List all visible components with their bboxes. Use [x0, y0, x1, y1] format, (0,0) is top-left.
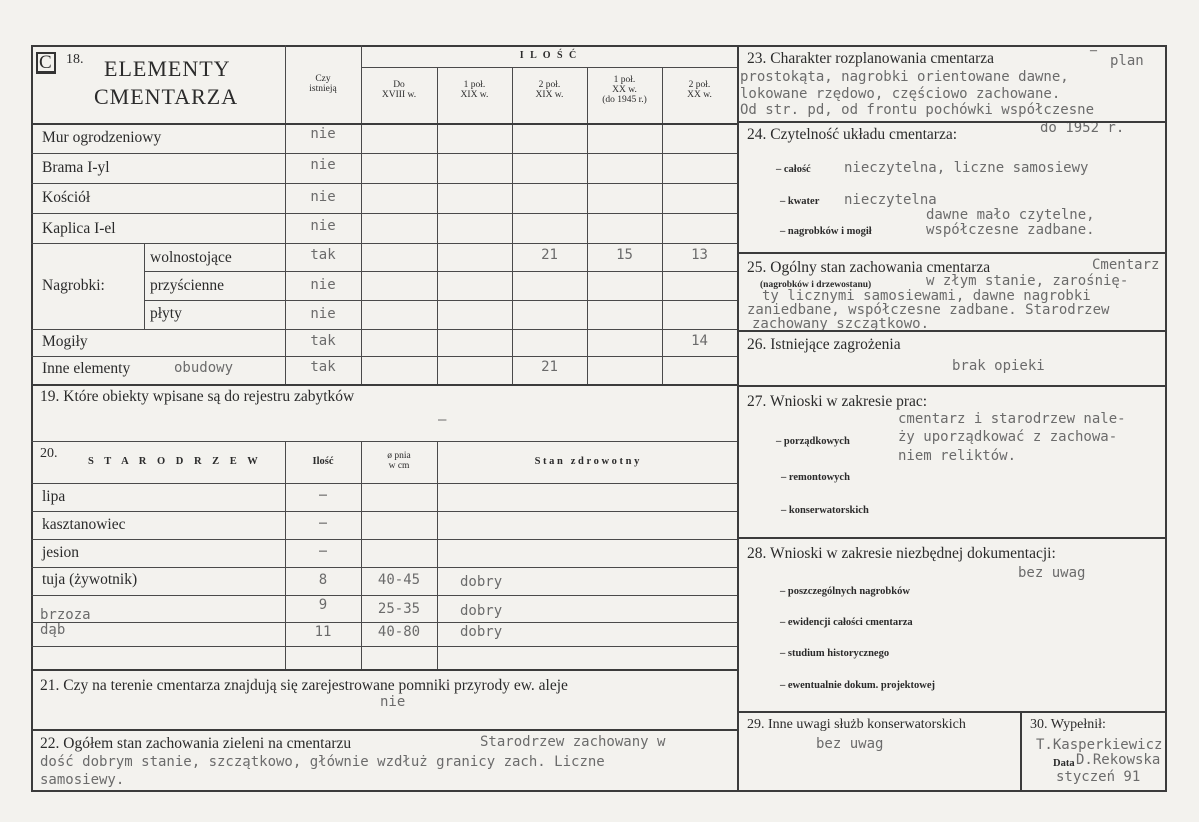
section27-porzadkowych: – porządkowych [776, 436, 850, 447]
nagrobki-label: Nagrobki: [42, 277, 105, 294]
exists-header: Czy istnieją [309, 74, 337, 94]
section22-line1: Starodrzew zachowany w [480, 734, 666, 750]
row-extra: obudowy [174, 360, 234, 376]
section24-label: 24. Czytelność układu cmentarza: [747, 126, 958, 143]
row-count: 21 [541, 359, 558, 375]
section21-answer: nie [380, 694, 406, 710]
row-exists: nie [310, 306, 336, 322]
row-exists: nie [310, 157, 336, 173]
tree-name: dąb [40, 622, 66, 638]
tree-qty: 11 [314, 624, 332, 640]
tree-state: dobry [460, 574, 503, 590]
row-exists: nie [310, 189, 336, 205]
corner-mark-box [36, 52, 56, 74]
col-pnia: ø pnia w cm [387, 451, 411, 471]
section28-item: – poszczególnych nagrobków [780, 586, 910, 597]
section24-nagrobkow-line1: dawne mało czytelne, [926, 207, 1095, 223]
row-count: 14 [691, 333, 708, 349]
section30-date: styczeń 91 [1056, 769, 1141, 785]
section20-title: S T A R O D R Z E W [88, 456, 262, 467]
tree-name: lipa [42, 488, 66, 505]
section24-nagrobkow-label: – nagrobków i mogił [780, 226, 872, 237]
section22-line3: samosiewy. [40, 772, 125, 788]
row-label: wolnostojące [150, 249, 232, 266]
row-exists: nie [310, 277, 336, 293]
section25-line4: zachowany szczątkowo. [752, 316, 930, 332]
tree-name: tuja (żywotnik) [42, 571, 138, 588]
section26-label: 26. Istniejące zagrożenia [747, 336, 901, 353]
section25-label: 25. Ogólny stan zachowania cmentarza [747, 259, 991, 276]
section18-title-line1: ELEMENTY [104, 56, 231, 81]
section22-line2: dość dobrym stanie, szczątkowo, głównie wzdłuż granicy zach. Liczne [40, 754, 605, 770]
section27-label: 27. Wnioski w zakresie prac: [747, 393, 928, 410]
tree-qty: – [319, 486, 327, 503]
row-count: 15 [616, 247, 633, 263]
section30-label: 30. Wypełnił: [1030, 717, 1106, 732]
row-label: Mogiły [42, 333, 88, 350]
ilosc-header: I L O Ś Ć [519, 50, 579, 61]
tree-qty: – [319, 542, 327, 559]
section24-calosc-label: – całość [776, 164, 811, 175]
row-exists: nie [310, 218, 336, 234]
section23-line0: plan [1110, 53, 1144, 69]
section24-kwater: nieczytelna [844, 192, 937, 208]
row-exists: tak [310, 247, 336, 263]
row-exists: nie [310, 126, 336, 142]
section25-line2: ty licznymi samosiewami, dawne nagrobki [762, 288, 1091, 304]
tree-name: kasztanowiec [42, 516, 126, 533]
section27-remontowych: – remontowych [781, 472, 850, 483]
tree-qty: 9 [318, 597, 328, 613]
row-count: 13 [691, 247, 708, 263]
section18-title-line2: CMENTARZA [94, 84, 239, 109]
section18-number: 18. [66, 52, 84, 67]
tree-diam: 25-35 [377, 601, 421, 617]
tree-qty: 8 [318, 572, 328, 588]
section27-line1: cmentarz i starodrzew nale- [898, 411, 1126, 427]
section23-line1: prostokąta, nagrobki orientowane dawne, [740, 69, 1069, 85]
row-label: Mur ogrodzeniowy [42, 129, 162, 146]
corner-mark: C [39, 52, 52, 73]
section29-label: 29. Inne uwagi służb konserwatorskich [747, 717, 966, 732]
tree-diam: 40-45 [377, 572, 421, 588]
section22-label: 22. Ogółem stan zachowania zieleni na cmentarzu [40, 735, 352, 752]
section23-dash: – [1090, 43, 1097, 58]
section23-line4: do 1952 r. [1040, 120, 1125, 136]
tree-state: dobry [460, 603, 503, 619]
period-header-5: 2 poł. XX w. [687, 80, 712, 100]
section25-line0: Cmentarz [1092, 257, 1160, 273]
section28-item: – ewidencji całości cmentarza [780, 617, 913, 628]
row-label: Kaplica I-el [42, 220, 116, 237]
section25-line1: w złym stanie, zarośnię- [926, 273, 1129, 289]
section24-nagrobkow-line2: współczesne zadbane. [926, 222, 1095, 238]
row-label: Inne elementy [42, 360, 131, 377]
row-label: Brama I-yl [42, 159, 110, 176]
section26-answer: brak opieki [952, 358, 1045, 374]
section25-line3: zaniedbane, współczesne zadbane. Starodrzew [747, 302, 1110, 318]
section20-number: 20. [40, 446, 58, 461]
tree-qty: – [319, 514, 327, 531]
row-count: 21 [541, 247, 558, 263]
section28-item: – ewentualnie dokum. projektowej [780, 680, 935, 691]
period-header-1: Do XVIII w. [381, 80, 417, 100]
section28-answer: bez uwag [1018, 565, 1086, 581]
section27-konserwatorskich: – konserwatorskich [781, 505, 869, 516]
section28-item: – studium historycznego [780, 648, 890, 659]
section30-data-label: Data [1053, 758, 1075, 769]
section28-label: 28. Wnioski w zakresie niezbędnej dokumentacji: [747, 545, 1056, 562]
tree-state: dobry [460, 624, 503, 640]
section23-line3: Od str. pd, od frontu pochówki współczesne [740, 102, 1095, 118]
section30-name1: T.Kasperkiewicz [1036, 737, 1163, 753]
section24-calosc: nieczytelna, liczne samosiewy [844, 160, 1089, 176]
row-label: płyty [150, 305, 182, 322]
tree-name: brzoza [40, 607, 91, 623]
tree-diam: 40-80 [377, 624, 421, 640]
col-ilosc: Ilość [312, 456, 334, 467]
row-label: przyścienne [150, 277, 225, 294]
period-header-3: 2 poł. XIX w. [535, 80, 564, 100]
section23-label: 23. Charakter rozplanowania cmentarza [747, 50, 995, 67]
period-header-4: 1 poł. XX w. (do 1945 r.) [602, 75, 647, 105]
col-stan: S t a n z d r o w o t n y [534, 456, 640, 467]
row-exists: tak [310, 359, 336, 375]
section21-label: 21. Czy na terenie cmentarza znajdują się zarejestrowane pomniki przyrody ew. aleje [40, 677, 568, 694]
tree-name: jesion [42, 544, 80, 561]
section27-line3: niem reliktów. [898, 448, 1017, 464]
section29-answer: bez uwag [816, 736, 884, 752]
column-divider [737, 45, 739, 792]
section19-answer: – [438, 412, 447, 428]
section25-sub: (nagrobków i drzewostanu) [760, 280, 872, 290]
row-exists: tak [310, 333, 336, 349]
section30-name2: D.Rekowska [1076, 752, 1161, 768]
section24-kwater-label: – kwater [780, 196, 820, 207]
section23-line2: lokowane rzędowo, częściowo zachowane. [740, 86, 1061, 102]
section27-line2: ży uporządkować z zachowa- [898, 429, 1118, 445]
section19-label: 19. Które obiekty wpisane są do rejestru zabytków [40, 388, 355, 405]
period-header-2: 1 poł. XIX w. [460, 80, 489, 100]
row-label: Kościół [42, 189, 91, 206]
